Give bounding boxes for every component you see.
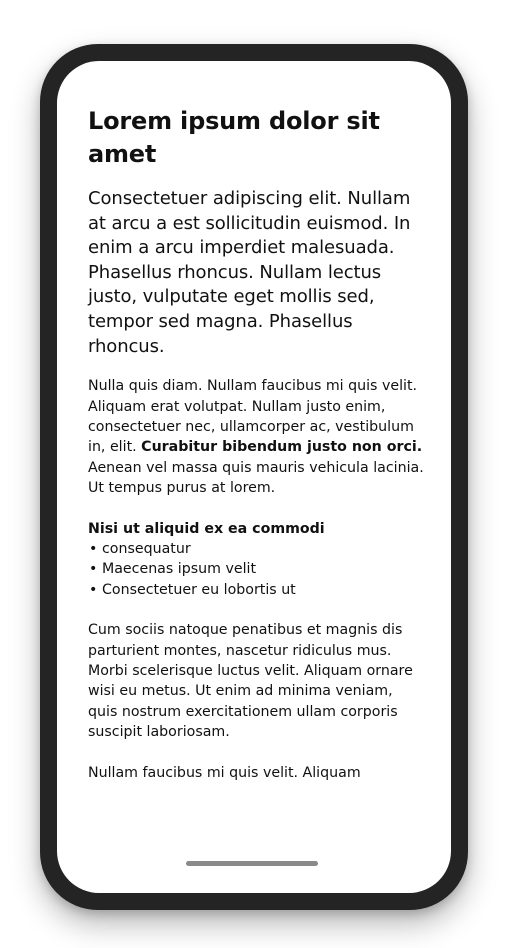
body-paragraph-1-start: Nulla quis diam. Nullam faucibus mi quis velit. Aliquam erat volutpat. Nullam justo enim, consectetuer nec, ullamcorper ac, vestibulum in, elit. — [88, 378, 418, 456]
body-paragraph-1-bold: Curabitur bibendum justo non orci. — [141, 439, 423, 456]
list-title: Nisi ut aliquid ex ea commodi — [88, 520, 325, 537]
bullet-icon: • — [89, 541, 98, 557]
list-item-text: Consectetuer eu lobortis ut — [102, 581, 296, 598]
body-paragraph-1 — [88, 376, 424, 498]
lead-paragraph: Consectetuer adipiscing elit. Nullam at arcu a est sollicitudin euismod. In enim a arcu imperdiet malesuada. Phasellus rhoncus. Nullam lectus justo, vulputate eget mollis sed, tempor sed magna. Phasellus rhoncus. — [88, 188, 411, 357]
bullet-list — [88, 539, 424, 600]
phone-screen[interactable] — [57, 61, 451, 893]
bullet-icon: • — [89, 561, 98, 578]
list-item — [88, 539, 424, 559]
article-content — [88, 105, 424, 803]
list-item-text: consequatur — [102, 541, 191, 557]
list-item-text: Maecenas ipsum velit — [102, 561, 257, 578]
body-paragraph-1-end: Aenean vel massa quis mauris vehicula lacinia. Ut tempus purus at lorem. — [88, 459, 424, 497]
list-item — [88, 580, 424, 600]
list-item — [88, 559, 424, 579]
phone-frame — [40, 44, 468, 910]
article-title: Lorem ipsum dolor sit amet — [88, 107, 380, 168]
body-paragraph-2: Cum sociis natoque penatibus et magnis dis parturient montes, nascetur ridiculus mus. Morbi scelerisque luctus velit. Aliquam ornare wisi eu metus. Ut enim ad minima veniam, quis nostrum exercitationem ullam corporis suscipit laboriosam. — [88, 622, 413, 741]
body-paragraph-3: Nullam faucibus mi quis velit. Aliquam — [88, 764, 361, 781]
home-indicator[interactable] — [186, 861, 318, 866]
bullet-icon: • — [89, 581, 98, 598]
